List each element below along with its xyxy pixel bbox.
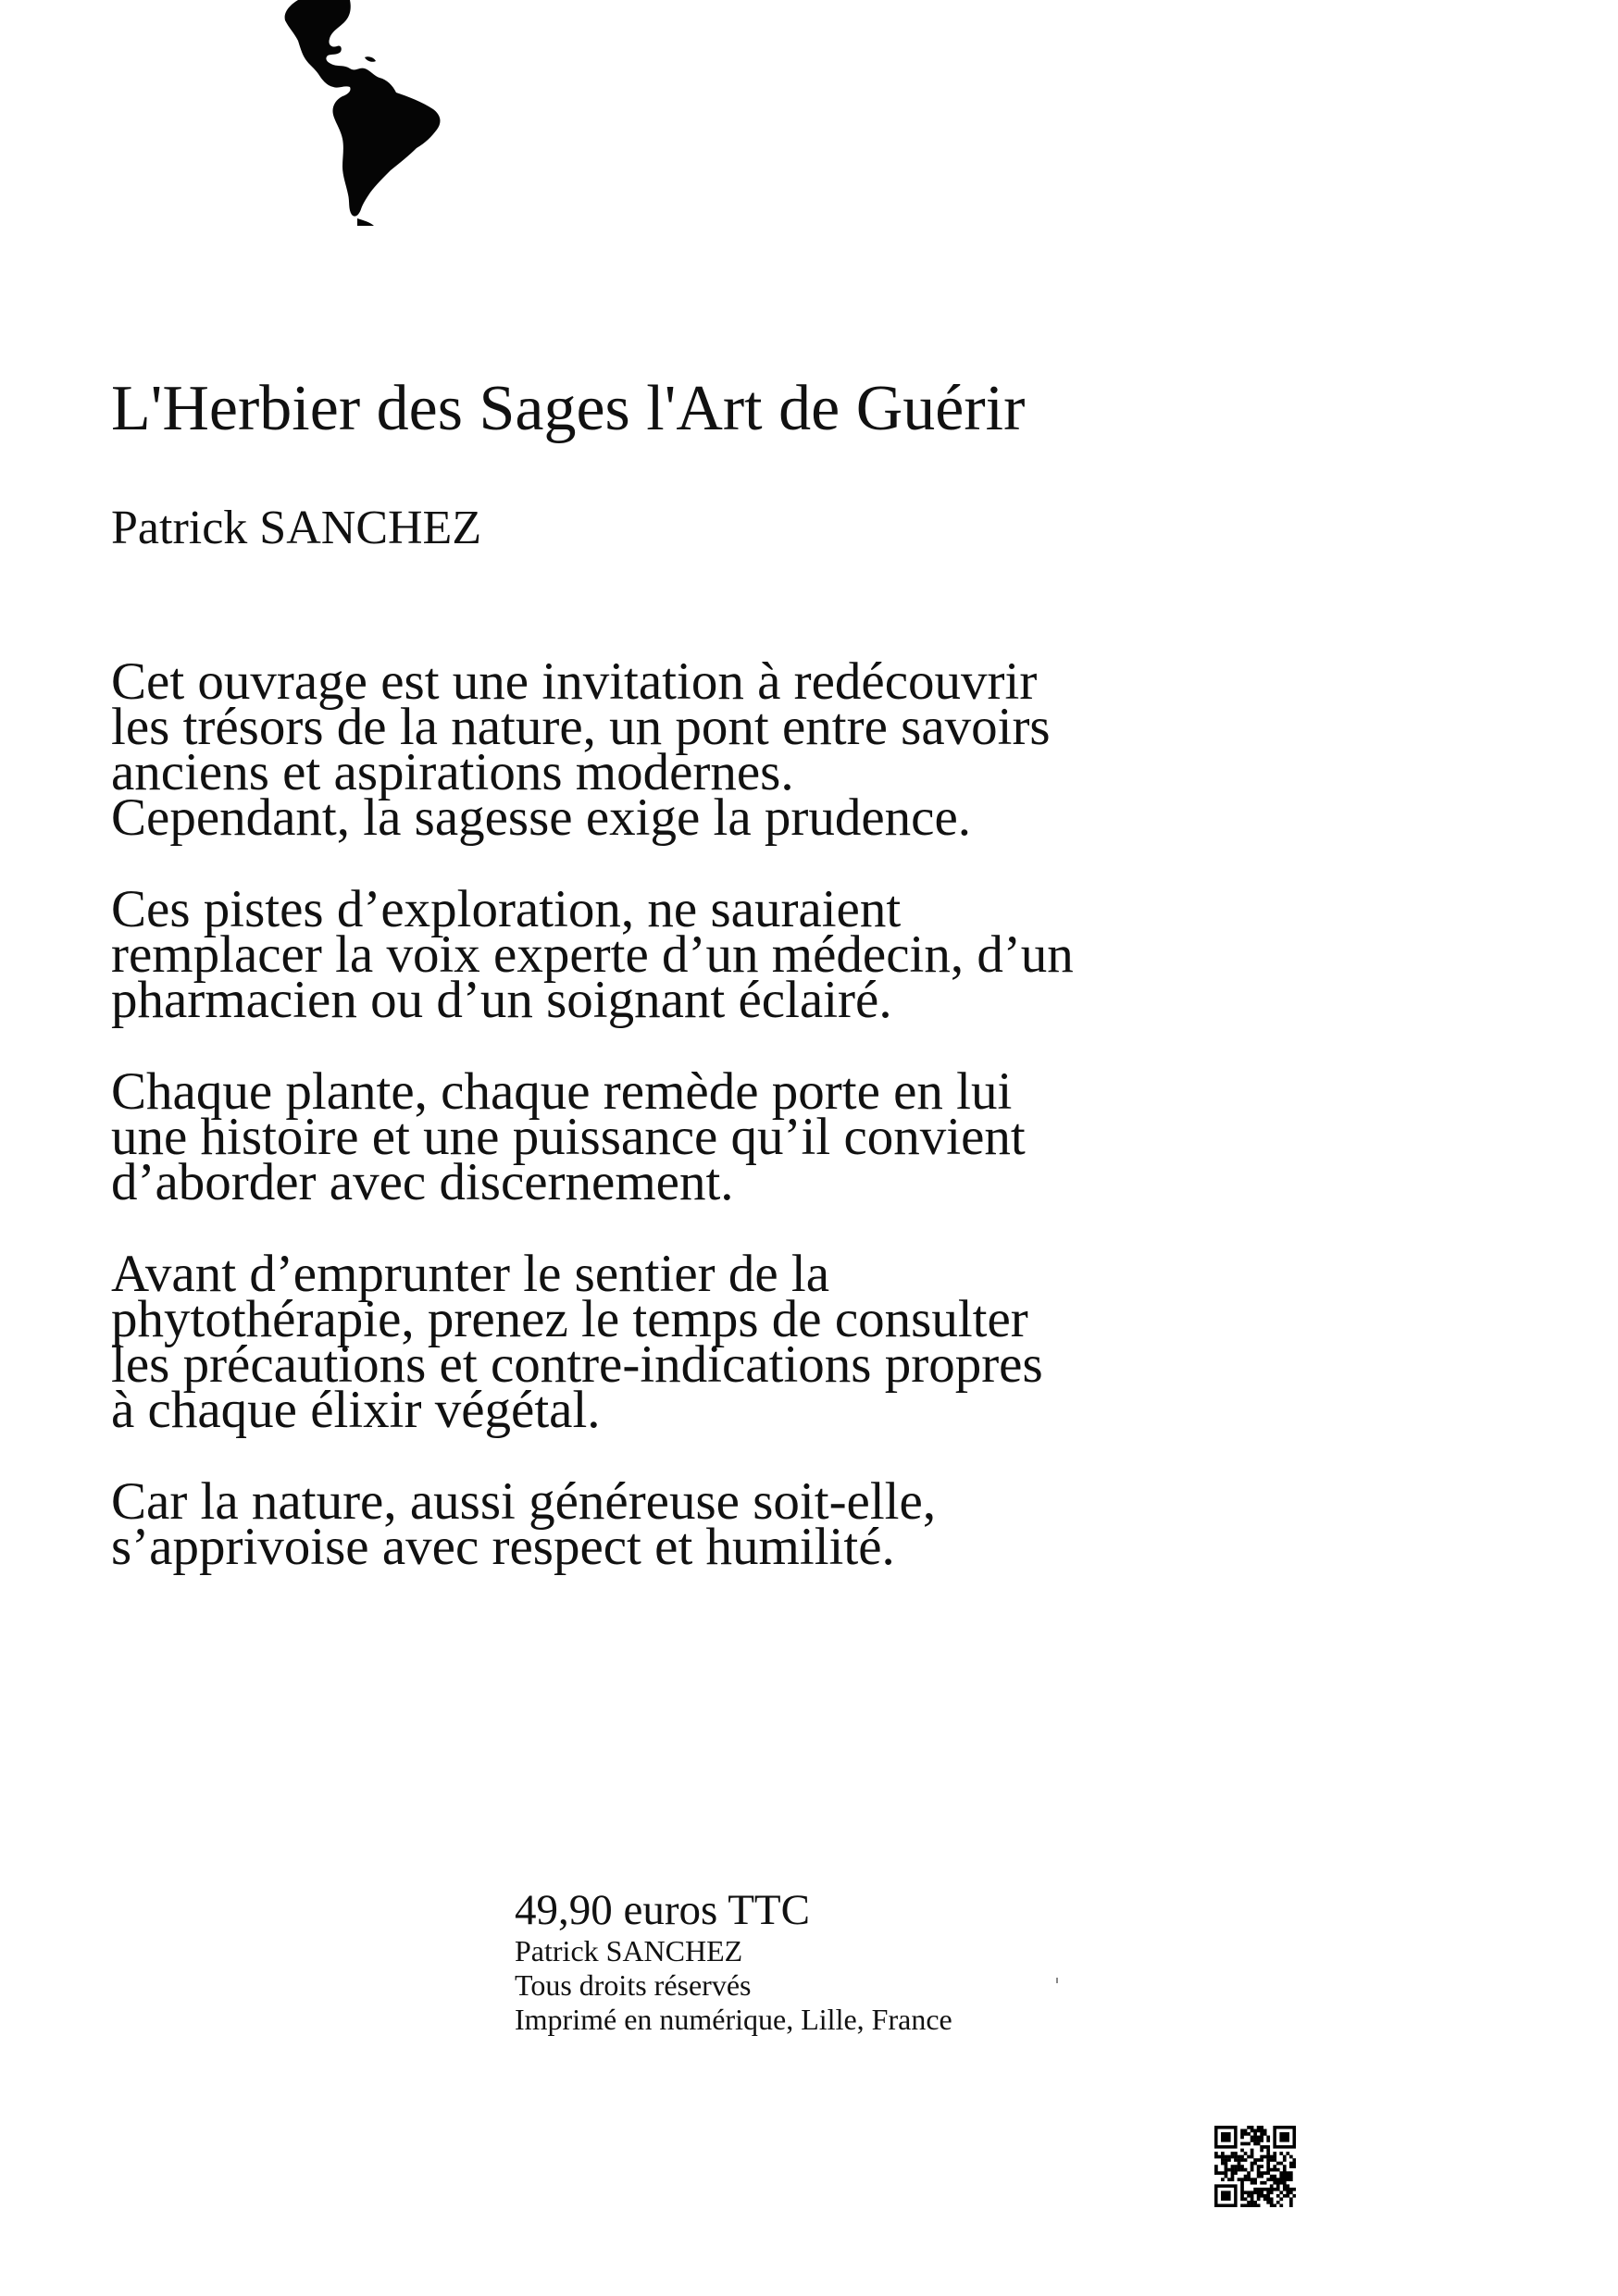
text-line: remplacer la voix experte d’un médecin, d’un [111, 925, 1074, 984]
text-line: Cet ouvrage est une invitation à redécouvrir [111, 652, 1038, 711]
text-line: d’aborder avec discernement. [111, 1153, 734, 1211]
text-line: Chaque plante, chaque remède porte en lui [111, 1062, 1013, 1121]
author-name: Patrick SANCHEZ [111, 502, 482, 554]
text-line: les trésors de la nature, un pont entre savoirs [111, 698, 1051, 756]
text-line: phytothérapie, prenez le temps de consulter [111, 1290, 1028, 1348]
text-line: Cependant, la sagesse exige la prudence. [111, 788, 972, 847]
globe-americas-icon [278, 0, 481, 227]
rights-notice: Tous droits réservés [515, 1968, 752, 2002]
text-line: Ces pistes d’exploration, ne sauraient [111, 880, 902, 938]
back-cover-text [111, 652, 1222, 1616]
print-mark [1056, 1978, 1058, 1983]
paragraph [111, 1472, 1222, 1576]
colophon-author: Patrick SANCHEZ [515, 1934, 743, 1967]
text-line: pharmacien ou d’un soignant éclairé. [111, 971, 892, 1029]
text-line: anciens et aspirations modernes. [111, 743, 794, 801]
printing-info: Imprimé en numérique, Lille, France [515, 2003, 952, 2036]
paragraph [111, 652, 1222, 847]
text-line: s’apprivoise avec respect et humilité. [111, 1518, 895, 1576]
text-line: Avant d’emprunter le sentier de la [111, 1245, 830, 1303]
paragraph [111, 1245, 1222, 1439]
colophon [515, 1886, 1070, 2037]
paragraph [111, 880, 1222, 1029]
book-title: L'Herbier des Sages l'Art de Guérir [111, 373, 1026, 444]
text-line: à chaque élixir végétal. [111, 1381, 601, 1439]
text-line: une histoire et une puissance qu’il convient [111, 1108, 1026, 1166]
text-line: les précautions et contre-indications propres [111, 1335, 1043, 1394]
paragraph [111, 1062, 1222, 1211]
price-label: 49,90 euros TTC [515, 1886, 810, 1934]
qr-code-icon [1214, 2126, 1296, 2207]
text-line: Car la nature, aussi généreuse soit-elle, [111, 1472, 937, 1531]
